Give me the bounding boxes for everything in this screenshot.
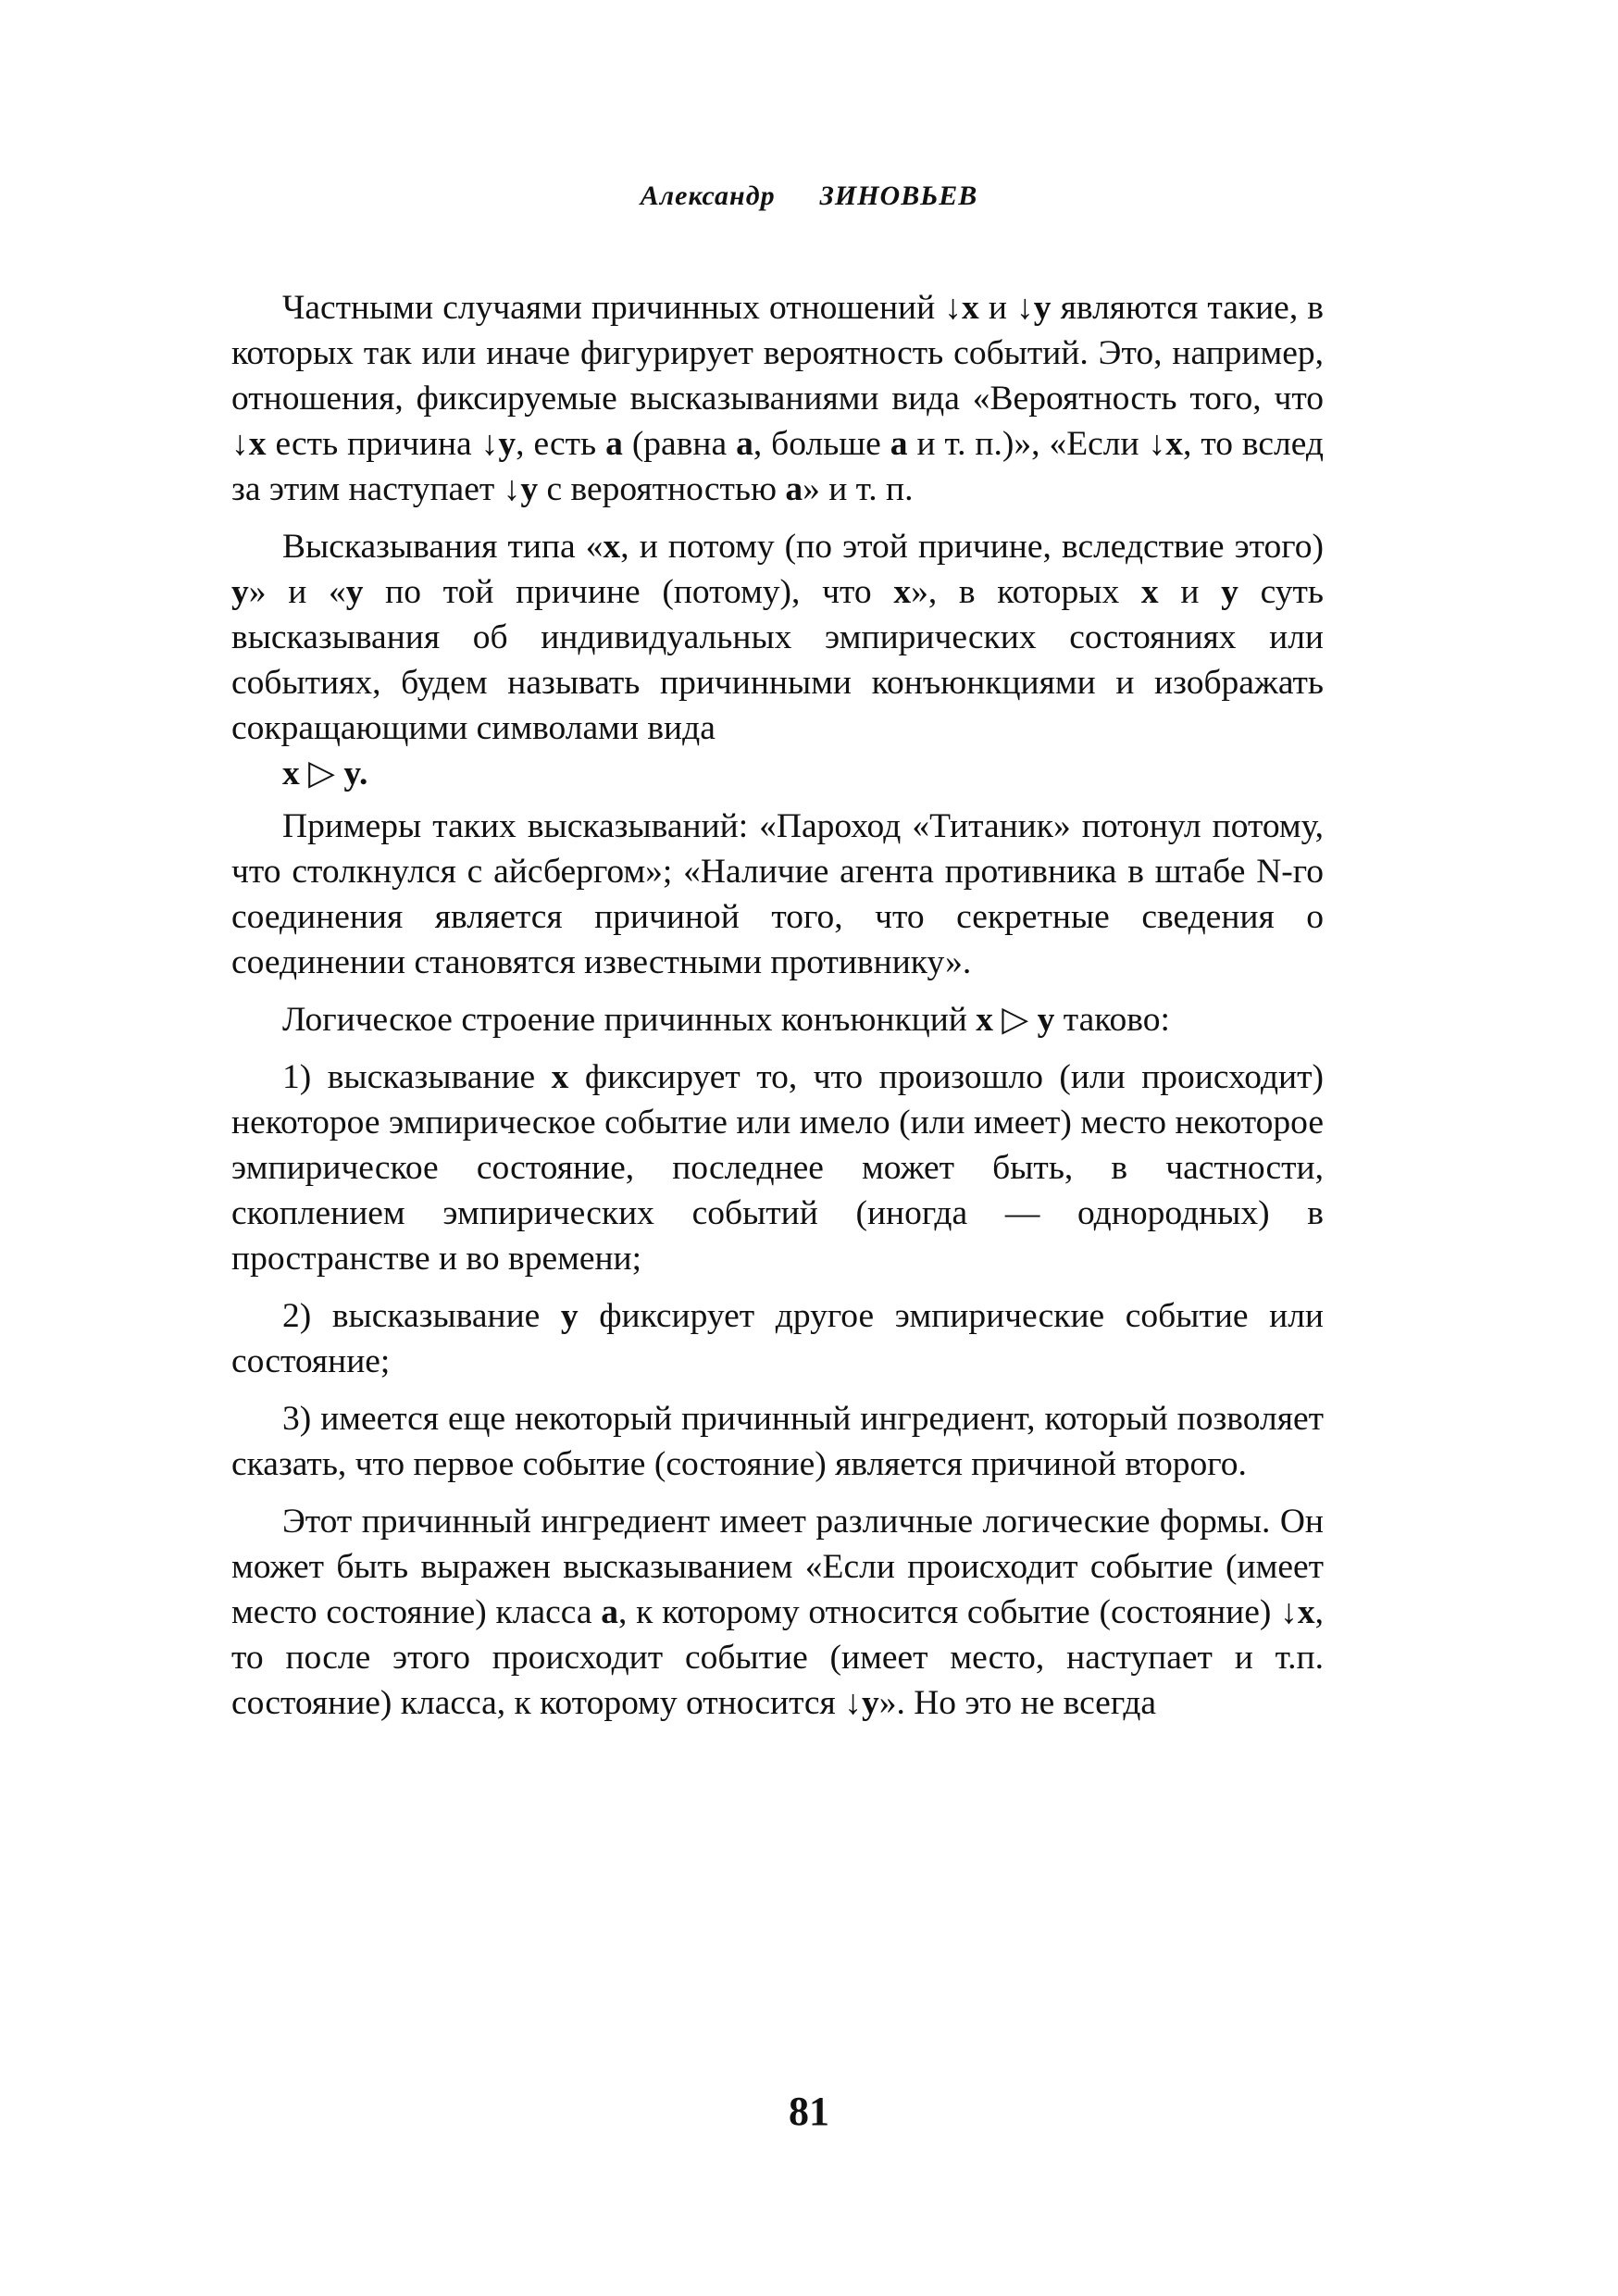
paragraph	[231, 997, 1324, 1042]
math-symbol: ↓x	[1148, 425, 1183, 463]
text-run: по той причине (потому), что	[363, 573, 894, 611]
text-run: Логическое строение причинных конъюнкций	[282, 1001, 977, 1039]
author-last-name: ЗИНОВЬЕВ	[819, 181, 978, 211]
text-run: и	[978, 289, 1017, 327]
math-symbol: y	[1221, 573, 1238, 611]
author-first-name: Александр	[640, 181, 776, 211]
math-symbol: x	[603, 528, 621, 566]
text-run: 2) высказывание	[282, 1297, 561, 1335]
paragraph	[231, 1054, 1324, 1281]
text-run: , и потому (по этой причине, вследствие этого)	[620, 528, 1324, 566]
text-run: », в которых	[911, 573, 1141, 611]
math-symbol: ↓y	[1016, 289, 1052, 327]
paragraph	[231, 285, 1324, 512]
body-text	[231, 285, 1324, 1738]
math-symbol: x ▷ y.	[282, 755, 368, 792]
math-symbol: a	[890, 425, 908, 463]
text-run: Высказывания типа «	[282, 528, 604, 566]
math-symbol: ↓x	[231, 425, 267, 463]
formula	[231, 751, 1324, 796]
math-symbol: ↓y	[503, 470, 539, 508]
math-symbol: a	[785, 470, 803, 508]
text-run: фиксирует то, что произошло (или происходит) некоторое эмпирическое событие или имело (или имеет) место некоторое эмпирическое состояние, последнее может быть, в частности, скоплением эмпирических событий (иногда — однородных) в пространстве и во времени;	[231, 1058, 1324, 1278]
math-symbol: a	[605, 425, 623, 463]
text-run: » и «	[248, 573, 346, 611]
text-run: ». Но это не всегда	[878, 1684, 1157, 1722]
text-run: Этот причинный ингредиент имеет различные логические формы. Он может быть выражен высказыванием «Если происходит событие (имеет место состояние) класса	[231, 1503, 1324, 1631]
text-run: суть высказывания об индивидуальных эмпирических состояниях или событиях, будем называть причинными конъюнкциями и изображать сокращающими символами вида	[231, 573, 1324, 747]
math-symbol: x	[893, 573, 912, 611]
math-symbol: ↓x	[944, 289, 979, 327]
math-symbol: ↓x	[1280, 1593, 1315, 1631]
math-symbol: y	[231, 573, 249, 611]
text-run: , больше	[753, 425, 890, 463]
paragraph	[231, 1396, 1324, 1487]
text-run: есть причина	[266, 425, 481, 463]
text-run: являются такие, в которых так или иначе фигурирует вероятность событий. Это, например, отношения, фиксируемые высказываниями вида «Вероятность того, что	[231, 289, 1324, 418]
math-symbol: a	[736, 425, 753, 463]
text-run: 1) высказывание	[282, 1058, 552, 1096]
text-run: с вероятностью	[538, 470, 786, 508]
text-run: Частными случаями причинных отношений	[282, 289, 945, 327]
text-run: Примеры таких высказываний: «Пароход «Титаник» потонул потому, что столкнулся с айсбергом»; «Наличие агента противника в штабе N-го соединения является причиной того, что секретные сведения о соединении становятся известными противнику».	[231, 807, 1324, 981]
page-number: 81	[789, 2089, 829, 2134]
math-symbol: x	[1140, 573, 1159, 611]
paragraph	[231, 524, 1324, 751]
math-symbol: a	[601, 1593, 618, 1631]
text-run: и т. п.)», «Если	[907, 425, 1149, 463]
running-head	[0, 181, 1618, 212]
text-run: , к которому относится событие (состояние)	[618, 1593, 1281, 1631]
math-symbol: x	[551, 1058, 569, 1096]
paragraph	[231, 1293, 1324, 1384]
math-symbol: y	[560, 1297, 579, 1335]
text-run: , то после этого происходит событие (имеет место, наступает и т.п. состояние) класса, к которому относится	[231, 1593, 1324, 1722]
paragraph	[231, 804, 1324, 985]
paragraph	[231, 1499, 1324, 1726]
text-run: и	[1158, 573, 1222, 611]
text-run: (равна	[622, 425, 737, 463]
text-run: фиксирует другое эмпирические событие или состояние;	[231, 1297, 1324, 1380]
math-symbol: x ▷ y	[976, 1001, 1055, 1039]
text-run: » и т. п.	[803, 470, 914, 508]
math-symbol: y	[345, 573, 364, 611]
text-run: таково:	[1054, 1001, 1170, 1039]
math-symbol: ↓y	[480, 425, 517, 463]
text-run: 3) имеется еще некоторый причинный ингредиент, который позволяет сказать, что первое событие (состояние) является причиной второго.	[231, 1400, 1324, 1483]
math-symbol: ↓y	[844, 1684, 879, 1722]
text-run: , есть	[516, 425, 606, 463]
text-run: , то вслед за этим наступает	[231, 425, 1324, 508]
